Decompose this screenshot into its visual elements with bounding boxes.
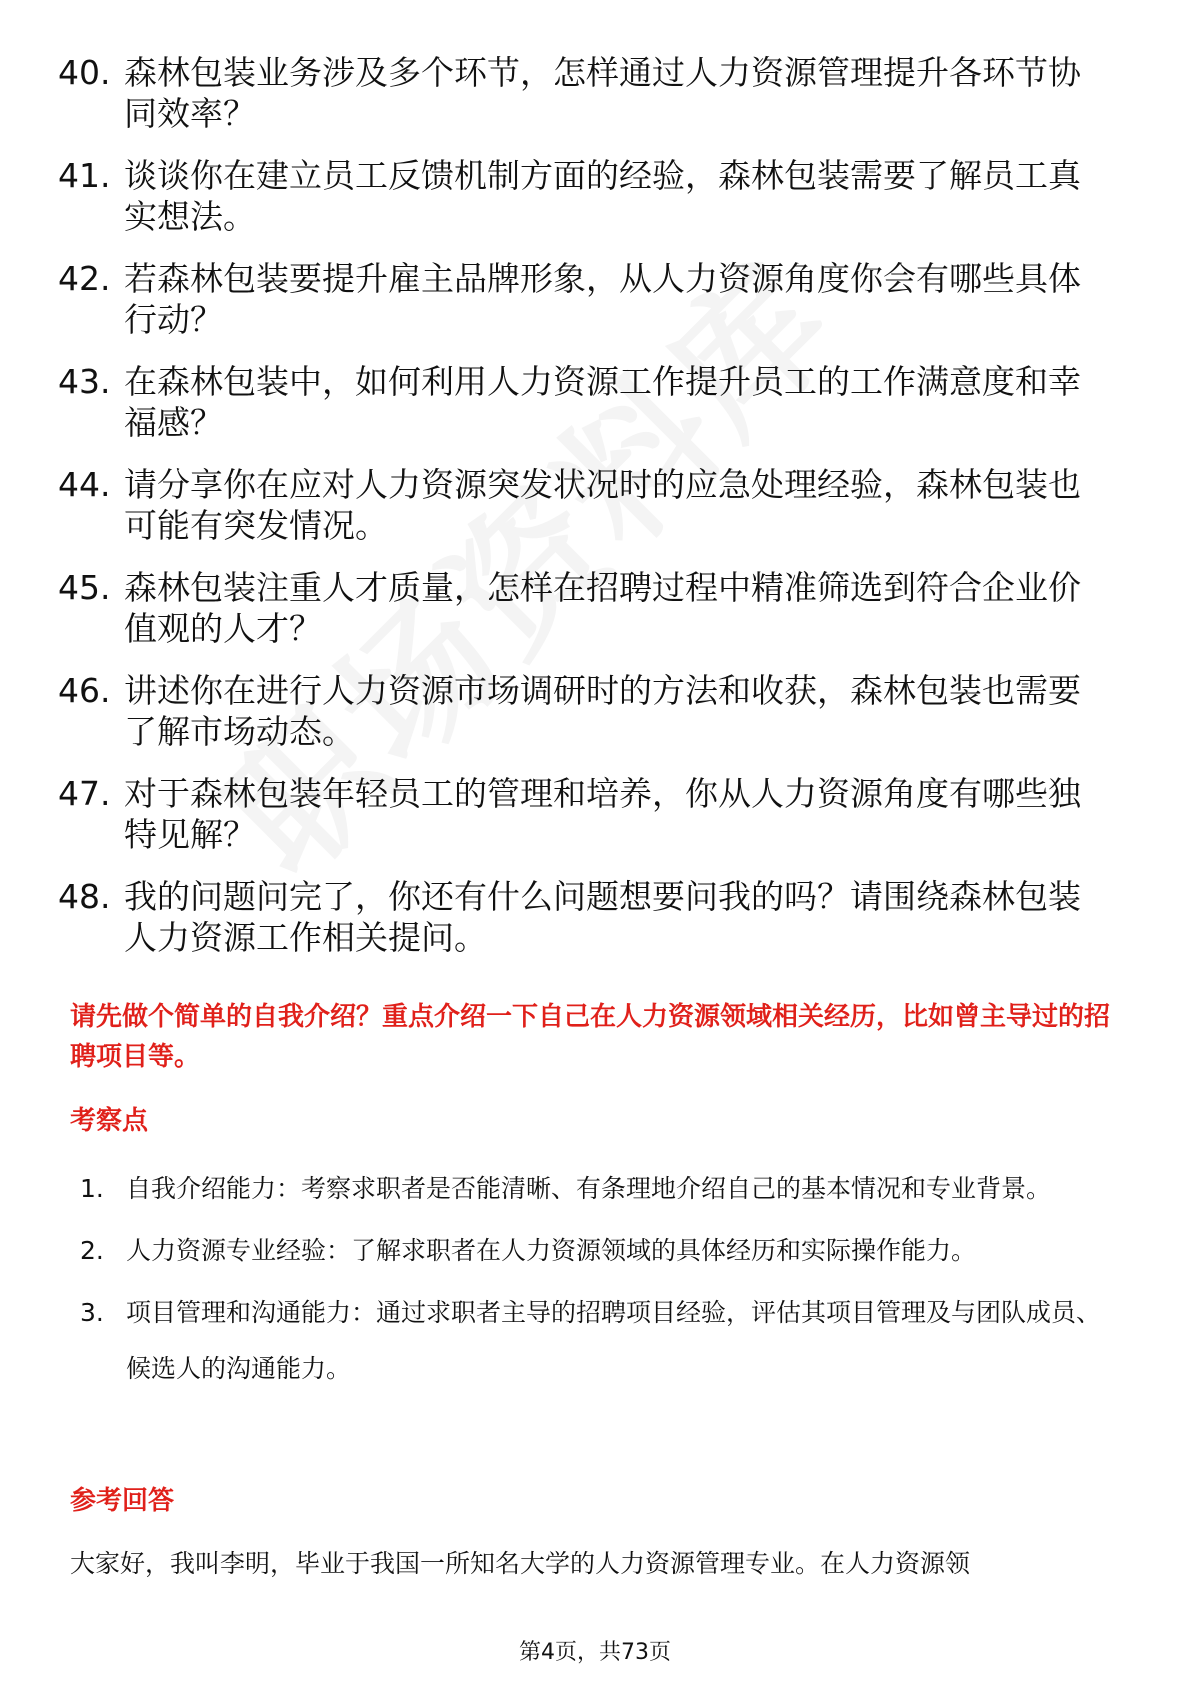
list-item: [58, 567, 1118, 649]
question-number: 46.: [58, 671, 111, 710]
list-item: [58, 876, 1118, 958]
question-number: 45.: [58, 568, 111, 607]
point-number: 2.: [80, 1236, 104, 1265]
list-item: [80, 1161, 1110, 1217]
question-text: 谈谈你在建立员工反馈机制方面的经验，森林包装需要了解员工真实想法。: [124, 156, 1081, 236]
question-text: 若森林包装要提升雇主品牌形象，从人力资源角度你会有哪些具体行动？: [124, 259, 1081, 339]
page-footer: 第4页，共73页: [519, 1640, 671, 1665]
highlight-question: 请先做个简单的自我介绍？重点介绍一下自己在人力资源领域相关经历，比如曾主导过的招聘项目等。: [70, 1002, 1111, 1072]
question-text: 森林包装注重人才质量，怎样在招聘过程中精准筛选到符合企业价值观的人才？: [124, 568, 1081, 648]
question-number: 43.: [58, 362, 111, 401]
list-item: [58, 773, 1118, 855]
list-item: [80, 1223, 1110, 1279]
list-item: [58, 258, 1118, 340]
points-section-title: 考察点: [70, 1106, 149, 1136]
answer-section-title: 参考回答: [70, 1486, 175, 1516]
list-item: [58, 670, 1118, 752]
question-text: 请分享你在应对人力资源突发状况时的应急处理经验，森林包装也可能有突发情况。: [124, 465, 1081, 545]
points-list: [80, 1161, 1110, 1403]
question-text: 对于森林包装年轻员工的管理和培养，你从人力资源角度有哪些独特见解？: [124, 774, 1081, 854]
question-number: 48.: [58, 877, 111, 916]
point-text: 自我介绍能力：考察求职者是否能清晰、有条理地介绍自己的基本情况和专业背景。: [126, 1174, 1052, 1203]
question-text: 我的问题问完了，你还有什么问题想要问我的吗？请围绕森林包装人力资源工作相关提问。: [124, 877, 1081, 957]
question-number: 41.: [58, 156, 111, 195]
question-number: 44.: [58, 465, 111, 504]
question-text: 森林包装业务涉及多个环节，怎样通过人力资源管理提升各环节协同效率？: [124, 53, 1081, 133]
question-number: 40.: [58, 53, 111, 92]
list-item: [80, 1285, 1110, 1397]
point-text: 项目管理和沟通能力：通过求职者主导的招聘项目经验，评估其项目管理及与团队成员、候选人的沟通能力。: [126, 1298, 1102, 1383]
question-list: [58, 52, 1118, 979]
point-number: 3.: [80, 1298, 104, 1327]
question-text: 在森林包装中，如何利用人力资源工作提升员工的工作满意度和幸福感？: [124, 362, 1081, 442]
list-item: [58, 155, 1118, 237]
answer-text: 大家好，我叫李明，毕业于我国一所知名大学的人力资源管理专业。在人力资源领: [70, 1549, 971, 1578]
list-item: [58, 52, 1118, 134]
point-number: 1.: [80, 1174, 104, 1203]
list-item: [58, 464, 1118, 546]
list-item: [58, 361, 1118, 443]
question-text: 讲述你在进行人力资源市场调研时的方法和收获，森林包装也需要了解市场动态。: [124, 671, 1081, 751]
point-text: 人力资源专业经验：了解求职者在人力资源领域的具体经历和实际操作能力。: [126, 1236, 977, 1265]
question-number: 47.: [58, 774, 111, 813]
question-number: 42.: [58, 259, 111, 298]
